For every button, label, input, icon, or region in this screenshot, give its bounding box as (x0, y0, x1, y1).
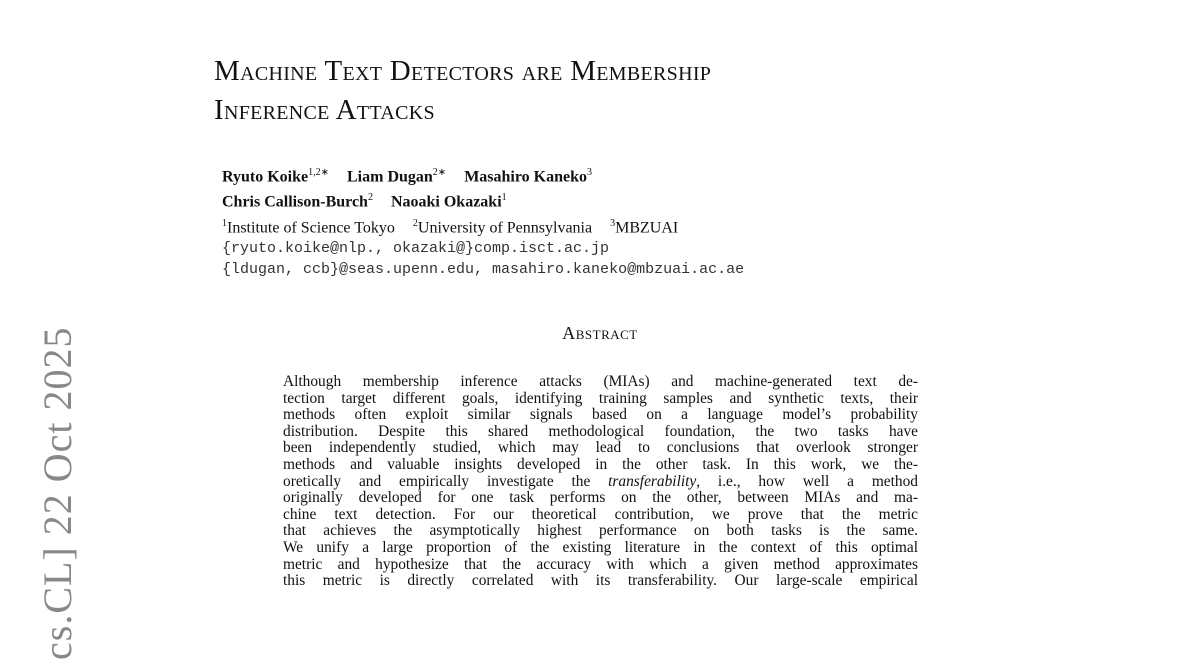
affiliations (222, 213, 744, 238)
title-line: Inference Attacks (214, 94, 435, 126)
author-name: Ryuto Koike (222, 168, 309, 186)
email-line: {ldugan, ccb}@seas.upenn.edu, masahiro.kaneko@mbzuai.ac.ae (222, 260, 745, 278)
paper-title (214, 52, 711, 130)
abstract-line: We unify a large proportion of the existing literature in the context of this optimal (283, 538, 918, 556)
abstract-line: been independently studied, which may lead to conclusions that overlook stronger (283, 439, 918, 457)
abstract-line: metric and hypothesize that the accuracy with which a given method approximates (283, 555, 918, 573)
email-line: {ryuto.koike@nlp., okazaki@}comp.isct.ac.jp (222, 239, 610, 257)
abstract-line: Although membership inference attacks (MIAs) and machine-generated text de- (283, 373, 918, 390)
abstract-line: tection target different goals, identifying training samples and synthetic texts, their (283, 389, 918, 407)
author-block (222, 162, 744, 280)
abstract-body (283, 374, 918, 590)
author-name: Masahiro Kaneko (464, 168, 588, 186)
affiliation-sup: 2 (412, 217, 418, 229)
abstract-line (283, 474, 918, 491)
author-line (222, 187, 744, 212)
author-sup: 1,2∗ (308, 167, 329, 178)
affiliation-sup: 3 (610, 217, 616, 229)
author-sup: 2∗ (432, 167, 447, 178)
abstract-heading: Abstract (562, 323, 638, 343)
abstract-text: oretically and empirically investigate the (283, 472, 609, 490)
affiliation-sup: 1 (222, 217, 227, 229)
author-name: Chris Callison-Burch (222, 193, 368, 211)
arxiv-stamp: cs.CL] 22 Oct 2025 (35, 326, 80, 660)
abstract-line: methods and valuable insights developed in the other task. In this work, we the- (283, 455, 918, 473)
abstract-line: originally developed for one task performs on the other, between MIAs and ma- (283, 489, 918, 507)
author-sup: 3 (587, 167, 593, 178)
author-name: Naoaki Okazaki (390, 193, 502, 211)
abstract-text: , i.e., how well a method (696, 472, 918, 490)
author-sup: 1 (501, 192, 507, 204)
affiliation: MBZUAI (615, 218, 679, 236)
abstract-line: this metric is directly correlated with its transferability. Our large-scale empirical (283, 572, 918, 590)
abstract-line: distribution. Despite this shared methodological foundation, the two tasks have (283, 422, 918, 440)
author-name: Liam Dugan (347, 168, 433, 186)
emphasis-transferability: transferability (608, 472, 697, 490)
affiliation: University of Pennsylvania (417, 218, 593, 236)
abstract-line: that achieves the asymptotically highest performance on both tasks is the same. (283, 522, 918, 540)
title-line: Machine Text Detectors are Membership (214, 55, 712, 87)
affiliation: Institute of Science Tokyo (227, 218, 395, 236)
abstract-line: methods often exploit similar signals based on a language model’s probability (283, 406, 918, 424)
abstract-line: chine text detection. For our theoretical contribution, we prove that the metric (283, 505, 918, 523)
author-sup: 2 (367, 192, 373, 204)
author-line (222, 162, 744, 187)
